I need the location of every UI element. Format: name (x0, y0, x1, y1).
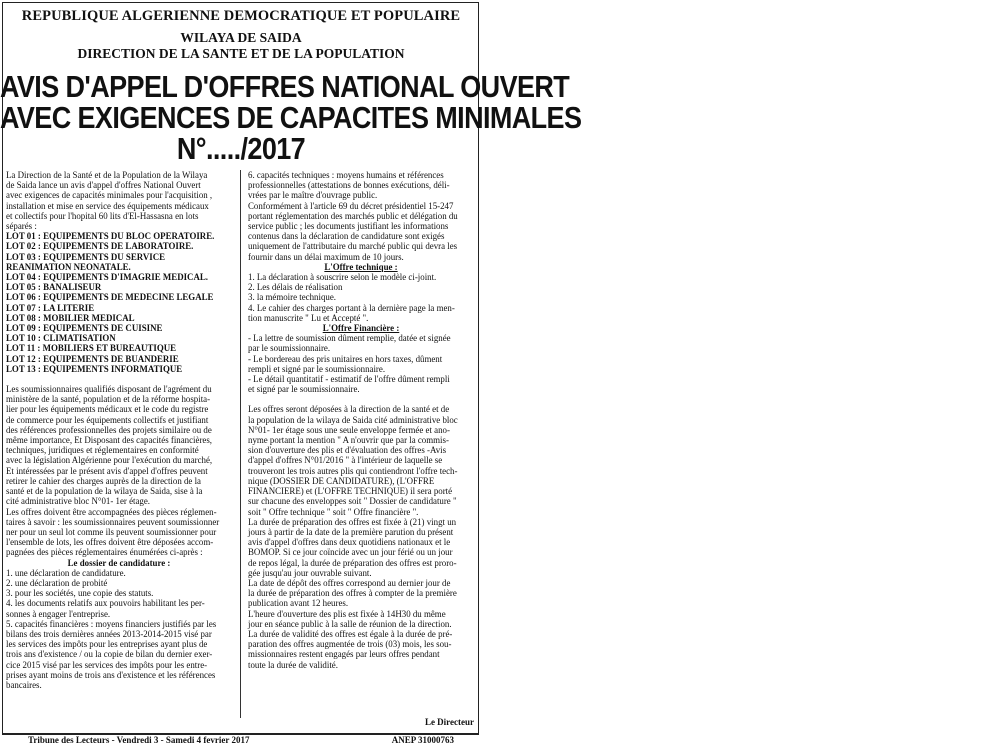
list-item: et signé par le soumissionnaire. (248, 384, 360, 395)
text-line: FINANCIERE) et (L'OFFRE TECHNIQUE) il sera porté (248, 486, 453, 497)
text-line: installation et mise en service des équipements médicaux (6, 200, 209, 211)
text-line: avec exigences de capacités minimales pour l'acquisition , (6, 190, 213, 201)
text-line: l'ensemble de lots, les offres doivent être déposées accom- (6, 537, 214, 548)
notice-title-line2: AVEC EXIGENCES DE CAPACITES MINIMALES (0, 101, 582, 135)
eligibility-paragraph (6, 384, 232, 506)
text-line: de commerce pour les équipements collectifs et justifiant (6, 414, 209, 425)
list-item: 1. une déclaration de candidature. (6, 567, 126, 578)
text-line: la population de la wilaya de Saida cité administrative bloc (248, 414, 458, 425)
lots-list (6, 231, 232, 374)
list-item: 5. capacités financières : moyens financiers justifiés par les (6, 618, 217, 629)
lot-item: LOT 12 : EQUIPEMENTS DE BUANDERIE (6, 353, 179, 364)
list-item: 2. une déclaration de probité (6, 577, 108, 588)
list-item: 1. La déclaration à souscrire selon le modèle ci-joint. (248, 272, 437, 283)
direction-heading: DIRECTION DE LA SANTE ET DE LA POPULATION (77, 46, 405, 61)
documents-paragraph (6, 507, 232, 558)
lot-item: LOT 05 : BANALISEUR (6, 282, 102, 293)
text-line: techniques, juridiques et réglementaires en conformité (6, 445, 199, 456)
list-item: 3. la mémoire technique. (248, 292, 336, 303)
text-line: taires à savoir : les soumissionnaires peuvent soumissionner (6, 516, 220, 527)
column-divider (240, 170, 241, 718)
text-line: des références professionnelles des projets similaire ou de (6, 424, 212, 435)
text-line: pagnées des pièces réglementaires énumérées ci-après : (6, 547, 203, 558)
technical-offer-list (248, 272, 474, 323)
text-line: toute la durée de validité. (248, 659, 338, 670)
text-line: avis d'appel d'offres dans deux quotidiens nationaux et le (248, 537, 451, 548)
footer-publication: Tribune des Lecteurs - Vendredi 3 - Samedi 4 fevrier 2017 (28, 735, 250, 745)
text-line: sion d'ouverture des plis et d'évaluation des offres -Avis (248, 445, 447, 456)
text-line: séparés : (6, 221, 37, 232)
text-line: paration des offres augmentée de trois (03) mois, les sou- (248, 639, 452, 650)
text-line: BOMOP. Si ce jour coïncide avec un jour férié ou un jour (248, 547, 453, 558)
text-line: nyme portant la mention " A n'ouvrir que par la commis- (248, 435, 449, 446)
text-line: publication avant 12 heures. (248, 598, 349, 609)
text-line: N°01- 1er étage sous une seule enveloppe fermée et ano- (248, 424, 450, 435)
technical-offer-heading: L'Offre technique : (324, 261, 398, 272)
list-item: 4. Le cahier des charges portant à la dernière page la men- (248, 302, 455, 313)
text-line: retirer le cahier des charges auprès de la direction de la (6, 475, 201, 486)
text-line: La date de dépôt des offres correspond au dernier jour de (248, 577, 451, 588)
wilaya-heading: WILAYA DE SAIDA (180, 30, 302, 45)
lot-item: LOT 07 : LA LITERIE (6, 302, 95, 313)
lot-item: LOT 10 : CLIMATISATION (6, 333, 116, 344)
list-item: - La lettre de soumission dûment remplie, datée et signée (248, 333, 451, 344)
lot-item: LOT 02 : EQUIPEMENTS DE LABORATOIRE. (6, 241, 194, 252)
text-line: La Direction de la Santé et de la Population de la Wilaya (6, 170, 208, 180)
text-line: même importance, Et Disposant des capacités financières, (6, 435, 213, 446)
list-item: par le soumissionnaire. (248, 343, 331, 354)
spacer (6, 374, 232, 384)
lot-item: LOT 01 : EQUIPEMENTS DU BLOC OPERATOIRE. (6, 231, 215, 242)
notice-title-line1: AVIS D'APPEL D'OFFRES NATIONAL OUVERT (0, 70, 570, 104)
list-item: 3. pour les sociétés, une copie des statuts. (6, 588, 154, 599)
text-line: d'appel d'offres N°01/2016 " à l'intérieur de laquelle se (248, 455, 443, 466)
submission-paragraph (248, 404, 474, 669)
text-line: lier pour les équipements médicaux et le code du registre (6, 404, 209, 415)
text-line: la durée de préparation des offres à compter de la première (248, 588, 457, 599)
text-line: missionnaires restent engagés par leurs offres pendant (248, 649, 440, 660)
lot-item: LOT 09 : EQUIPEMENTS DE CUISINE (6, 323, 163, 334)
list-item: bilans des trois dernières années 2013-2014-2015 visé par (6, 628, 212, 639)
text-line: nique (DOSSIER DE CANDIDATURE), (L'OFFRE (248, 475, 435, 486)
list-item: cice 2015 visé par les services des impôts pour les entre- (6, 659, 208, 670)
financial-offer-heading: L'Offre Financière : (322, 323, 400, 334)
list-item: rempli et signé par le soumissionnaire. (248, 363, 386, 374)
text-line: vrées par le maître d'ouvrage public. (248, 190, 378, 201)
text-line: ministère de la santé, population et de la réforme hospita- (6, 394, 211, 405)
text-line: sur chacune des enveloppes soit " Dossier de candidature " (248, 496, 457, 507)
list-item: tion manuscrite " Lu et Accepté ". (248, 312, 369, 323)
text-line: de Saida lance un avis d'appel d'offres National Ouvert (6, 180, 201, 191)
text-line: jour en séance public à la salle de réunion de la direction. (248, 618, 452, 629)
lot-item: LOT 08 : MOBILIER MEDICAL (6, 312, 135, 323)
text-line: contenus dans la déclaration de candidature sont exigés (248, 231, 445, 242)
list-item: prises ayant moins de trois ans d'existence et les références (6, 669, 216, 680)
list-item: trois ans d'existence / ou la copie de bilan du dernier exer- (6, 649, 213, 660)
financial-offer-list (248, 333, 474, 394)
text-line: jours à partir de la date de la première parution du présent (248, 526, 454, 537)
left-column (6, 170, 232, 690)
text-line: L'heure d'ouverture des plis est fixée à 14H30 du même (248, 608, 446, 619)
list-item: sonnes à engager l'entreprise. (6, 608, 111, 619)
intro-paragraph (6, 170, 232, 231)
text-line: cité administrative bloc N°01- 1er étage. (6, 496, 151, 507)
dossier-heading: Le dossier de candidature : (67, 557, 171, 568)
text-line: gée jusqu'au jour ouvrable suivant. (248, 567, 372, 578)
text-line: trouveront les trois autres plis qui contiendront l'offre tech- (248, 465, 458, 476)
text-line: avec la législation Algérienne pour l'exécution du marché, (6, 455, 213, 466)
lot-item: REANIMATION NEONATALE. (6, 261, 131, 272)
lot-item: LOT 13 : EQUIPEMENTS INFORMATIQUE (6, 363, 183, 374)
text-line: service public ; les documents justifiant les informations (248, 221, 449, 232)
list-item: les services des impôts pour les entreprises ayant plus de (6, 639, 208, 650)
text-line: Conformément à l'article 69 du décret présidentiel 15-247 (248, 200, 454, 211)
right-column (248, 170, 474, 670)
list-item: 4. les documents relatifs aux pouvoirs habilitant les per- (6, 598, 205, 609)
list-item: 2. Les délais de réalisation (248, 282, 343, 293)
footer-reference: ANEP 31000763 (391, 735, 454, 745)
lot-item: LOT 06 : EQUIPEMENTS DE MEDECINE LEGALE (6, 292, 214, 303)
text-line: ner pour un seul lot comme ils peuvent soumissionner pour (6, 526, 217, 537)
republic-heading: REPUBLIQUE ALGERIENNE DEMOCRATIQUE ET POPULAIRE (21, 8, 461, 24)
list-item: - Le bordereau des pris unitaires en hors taxes, dûment (248, 353, 443, 364)
text-line: La durée de préparation des offres est fixée à (21) vingt un (248, 516, 457, 527)
lot-item: LOT 03 : EQUIPEMENTS DU SERVICE (6, 251, 166, 262)
notice-title-number: N°...../2017 (176, 132, 306, 166)
text-line: La durée de validité des offres est égale à la durée de pré- (248, 628, 453, 639)
text-line: fournir dans un délai maximum de 10 jours. (248, 251, 404, 262)
text-line: portant réglementation des marchés public et délégation du (248, 210, 458, 221)
text-line: uniquement de l'attributaire du marché public qui devra les (248, 241, 458, 252)
text-line: Les offres doivent être accompagnées des pièces réglemen- (6, 506, 217, 517)
list-item: - Le détail quantitatif - estimatif de l'offre dûment rempli (248, 374, 450, 385)
spacer (248, 394, 474, 404)
text-line: soit " Offre technique " soit " Offre financière ". (248, 506, 419, 517)
capacities-paragraph (248, 170, 474, 262)
dossier-list (6, 568, 232, 690)
text-line: professionnelles (attestations de bonnes exécutions, déli- (248, 180, 450, 191)
lot-item: LOT 04 : EQUIPEMENTS D'IMAGRIE MEDICAL. (6, 272, 209, 283)
text-line: Les soumissionnaires qualifiés disposant de l'agrément du (6, 384, 212, 395)
text-line: et collectifs pour l'hopital 60 lits d'El-Hassasna en lots (6, 210, 199, 221)
list-item: bancaires. (6, 679, 42, 690)
signature-director: Le Directeur (424, 717, 474, 727)
text-line: santé et de la population de la wilaya de Saida, sise à la (6, 486, 203, 497)
text-line: 6. capacités techniques : moyens humains et références (248, 170, 444, 180)
lot-item: LOT 11 : MOBILIERS ET BUREAUTIQUE (6, 343, 177, 354)
text-line: de repos légal, la durée de préparation des offres est proro- (248, 557, 457, 568)
text-line: Et intéressées par le présent avis d'appel d'offres peuvent (6, 465, 208, 476)
text-line: Les offres seront déposées à la direction de la santé et de (248, 404, 450, 415)
